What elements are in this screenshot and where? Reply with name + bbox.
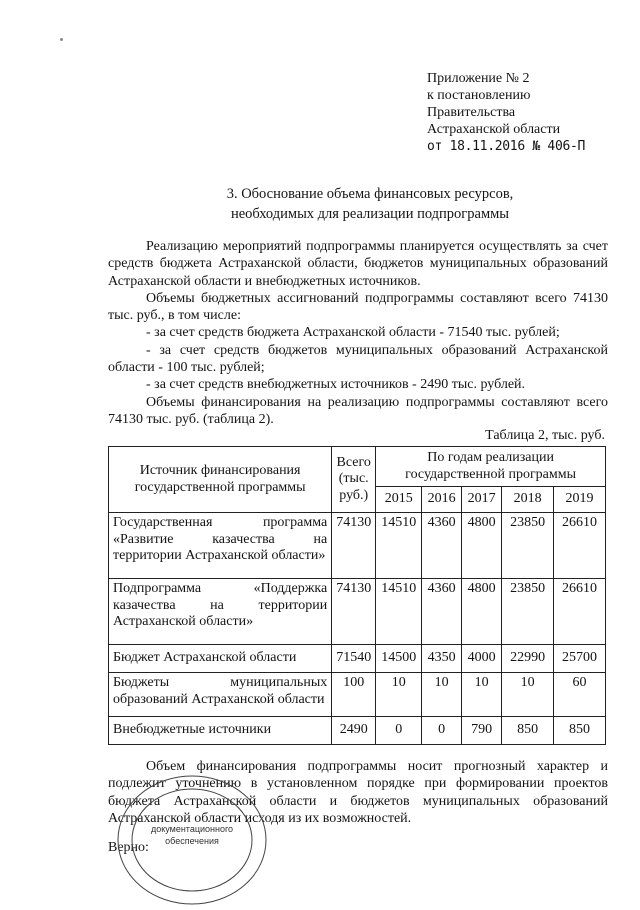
row-value: 0 [376, 717, 422, 745]
paragraph: Объемы бюджетных ассигнований подпрограммы составляют всего 74130 тыс. руб., в том числе: [108, 290, 608, 324]
row-value: 22990 [502, 645, 554, 673]
row-value: 4000 [462, 645, 502, 673]
stamp-text: обеспечения [165, 836, 219, 846]
row-total: 2490 [332, 717, 376, 745]
row-value: 10 [502, 673, 554, 717]
row-value: 4360 [422, 579, 462, 645]
list-item: - за счет средств бюджетов муниципальных образований Астраханской области - 100 тыс. рублей; [108, 342, 608, 376]
appendix-block [427, 70, 585, 155]
row-value: 850 [502, 717, 554, 745]
row-source: Бюджеты муниципальных образований Астраханской области [109, 673, 332, 717]
header-year: 2016 [422, 487, 462, 513]
official-stamp [112, 770, 272, 910]
row-value: 4800 [462, 513, 502, 579]
row-value: 4800 [462, 579, 502, 645]
appendix-region: Астраханской области [427, 122, 561, 137]
row-value: 10 [462, 673, 502, 717]
financing-table [108, 446, 606, 745]
paragraph: Объемы финансирования на реализацию подпрограммы составляют всего 74130 тыс. руб. (таблица 2). [108, 394, 608, 427]
row-value: 23850 [502, 579, 554, 645]
paragraph: Реализацию мероприятий подпрограммы планируется осуществлять за счет средств бюджета Астраханской области, бюджетов муниципальных образований Астраханской области и внебюджетных источников. [108, 239, 608, 289]
header-year: 2015 [376, 487, 422, 513]
header-year: 2019 [554, 487, 606, 513]
list-item: - за счет средств бюджета Астраханской области - 71540 тыс. рублей; [146, 325, 560, 341]
row-value: 790 [462, 717, 502, 745]
header-source: Источник финансирования государственной программы [109, 447, 332, 513]
scan-speck [60, 38, 63, 41]
row-value: 14510 [376, 579, 422, 645]
row-value: 14510 [376, 513, 422, 579]
appendix-authority: Правительства [427, 105, 516, 120]
row-value: 4350 [422, 645, 462, 673]
row-source: Внебюджетные источники [109, 717, 332, 745]
row-total: 74130 [332, 579, 376, 645]
row-source: Государственная программа «Развитие казачества на территории Астраханской области» [109, 513, 332, 579]
row-value: 26610 [554, 513, 606, 579]
section-heading [110, 184, 630, 224]
row-value: 23850 [502, 513, 554, 579]
appendix-title: Приложение № 2 [427, 71, 530, 86]
row-value: 4360 [422, 513, 462, 579]
header-years: По годам реализации государственной программы [376, 447, 606, 487]
row-source: Подпрограмма «Поддержка казачества на территории Астраханской области» [109, 579, 332, 645]
row-value: 0 [422, 717, 462, 745]
table-row [109, 717, 606, 745]
table-row [109, 673, 606, 717]
signature-label: Верно: [108, 840, 149, 855]
row-value: 10 [422, 673, 462, 717]
row-value: 26610 [554, 579, 606, 645]
section-heading-line1: 3. Обоснование объема финансовых ресурсов, [226, 186, 514, 202]
section-heading-line2: необходимых для реализации подпрограммы [230, 206, 510, 222]
paragraph: Объем финансирования подпрограммы носит прогнозный характер и подлежит уточнению в установленном порядке при формировании проектов бюджета Астраханской области и бюджетов муниципальных образований Астраханской области исходя из их возможностей. [108, 759, 608, 826]
table-row [109, 513, 606, 579]
row-value: 10 [376, 673, 422, 717]
header-year: 2018 [502, 487, 554, 513]
row-total: 100 [332, 673, 376, 717]
table-row [109, 579, 606, 645]
body-text [108, 238, 608, 428]
stamp-text: документационного [150, 824, 234, 834]
row-value: 850 [554, 717, 606, 745]
row-source: Бюджет Астраханской области [109, 645, 332, 673]
header-total: Всего (тыс. руб.) [332, 447, 376, 513]
row-total: 71540 [332, 645, 376, 673]
appendix-date: от 18.11.2016 № 406-П [427, 139, 586, 154]
header-year: 2017 [462, 487, 502, 513]
row-value: 14500 [376, 645, 422, 673]
row-total: 74130 [332, 513, 376, 579]
row-value: 25700 [554, 645, 606, 673]
table-caption: Таблица 2, тыс. руб. [485, 428, 605, 443]
list-item: - за счет средств внебюджетных источников - 2490 тыс. рублей. [146, 377, 526, 393]
row-value: 60 [554, 673, 606, 717]
appendix-ref: к постановлению [427, 88, 531, 103]
table-row [109, 645, 606, 673]
